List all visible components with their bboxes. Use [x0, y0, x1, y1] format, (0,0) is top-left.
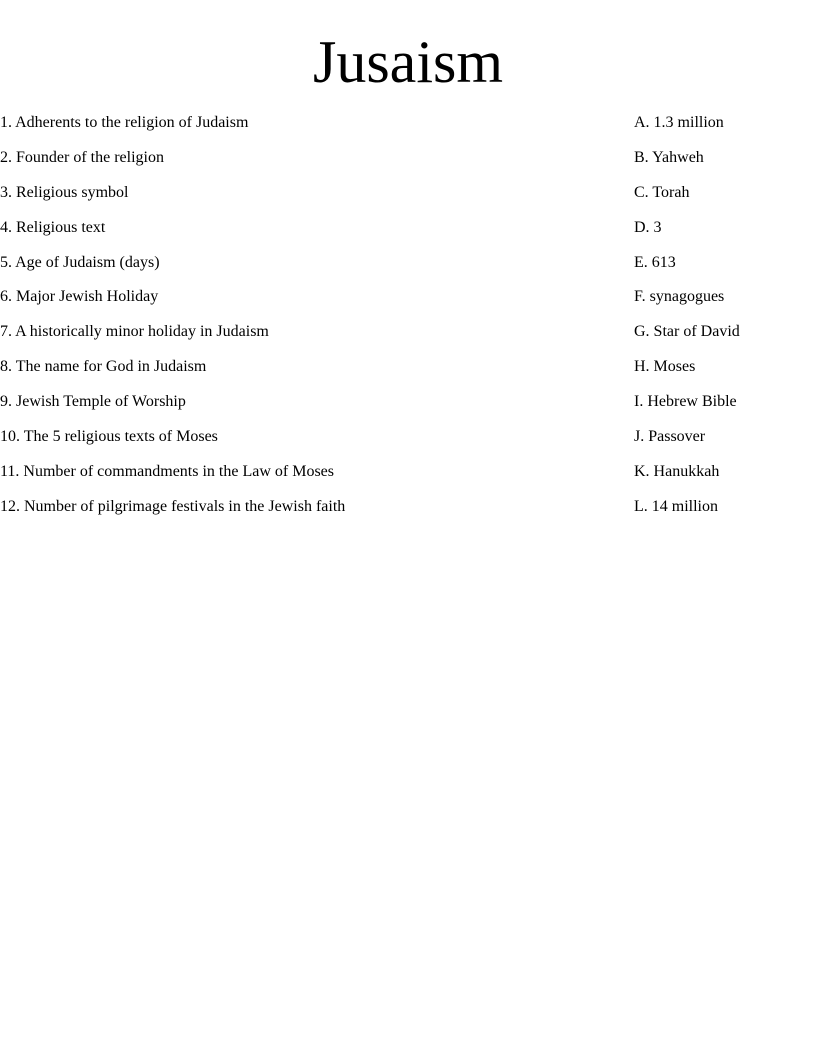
question-item: 6. Major Jewish Holiday — [0, 288, 159, 306]
matching-row — [0, 392, 816, 427]
answer-item: E. 613 — [634, 253, 676, 271]
question-item: 2. Founder of the religion — [0, 148, 164, 166]
matching-row — [0, 497, 816, 532]
matching-row — [0, 148, 816, 183]
answer-item: L. 14 million — [634, 497, 718, 515]
matching-row — [0, 357, 816, 392]
matching-row — [0, 113, 816, 148]
question-item: 3. Religious symbol — [0, 183, 129, 201]
matching-row — [0, 218, 816, 253]
question-item: 4. Religious text — [0, 218, 106, 236]
answer-item: G. Star of David — [634, 323, 740, 341]
answer-item: A. 1.3 million — [634, 114, 724, 131]
question-item: 9. Jewish Temple of Worship — [0, 393, 186, 411]
question-item: 1. Adherents to the religion of Judaism — [0, 114, 249, 131]
matching-row — [0, 183, 816, 218]
question-item: 11. Number of commandments in the Law of Moses — [0, 462, 335, 480]
matching-row — [0, 287, 816, 322]
answer-item: H. Moses — [634, 358, 696, 376]
question-item: 7. A historically minor holiday in Judaism — [0, 323, 269, 341]
matching-row — [0, 462, 816, 497]
question-item: 10. The 5 religious texts of Moses — [0, 428, 218, 446]
matching-row — [0, 427, 816, 462]
matching-list — [0, 113, 816, 532]
answer-item: C. Torah — [634, 183, 690, 201]
answer-item: F. synagogues — [634, 288, 725, 306]
question-item: 8. The name for God in Judaism — [0, 358, 207, 376]
page-title: Jusaism — [312, 29, 504, 95]
answer-item: J. Passover — [634, 428, 706, 446]
question-item: 12. Number of pilgrimage festivals in the Jewish faith — [0, 497, 346, 515]
matching-row — [0, 253, 816, 288]
question-item: 5. Age of Judaism (days) — [0, 253, 160, 271]
answer-item: K. Hanukkah — [634, 462, 720, 480]
answer-item: D. 3 — [634, 218, 662, 236]
matching-row — [0, 322, 816, 357]
answer-item: B. Yahweh — [634, 148, 704, 166]
answer-item: I. Hebrew Bible — [634, 393, 737, 411]
